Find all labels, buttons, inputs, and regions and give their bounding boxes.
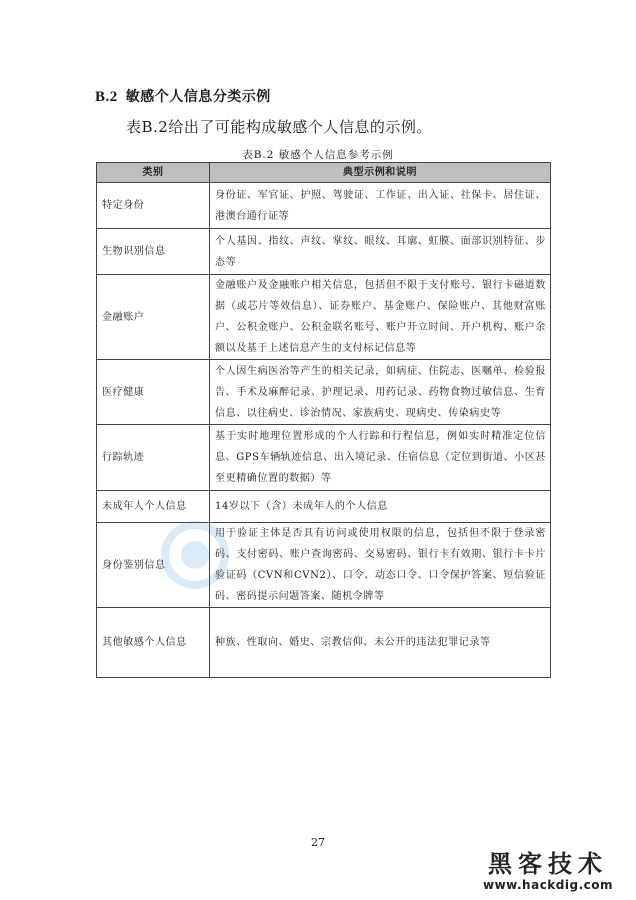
row-category: 金融账户 — [97, 275, 210, 360]
row-category: 未成年人个人信息 — [97, 491, 210, 523]
row-category: 医疗健康 — [97, 360, 210, 425]
row-description: 用于验证主体是否具有访问或使用权限的信息，包括但不限于登录密码、支付密码、账户查询密码、交易密码、银行卡有效期、银行卡卡片验证码（CVN和CVN2）、口令、动态口令、口令保护答案、短信验证码、密码提示问题答案、随机令牌等 — [210, 523, 551, 608]
intro-paragraph: 表B.2给出了可能构成敏感个人信息的示例。 — [126, 118, 432, 136]
row-description: 基于实时地理位置形成的个人行踪和行程信息，例如实时精准定位信息、GPS车辆轨迹信息、出入境记录、住宿信息（定位到街道、小区甚至更精确位置的数据）等 — [210, 425, 551, 491]
row-description: 金融账户及金融账户相关信息，包括但不限于支付账号、银行卡磁道数据（或芯片等效信息）、证券账户、基金账户、保险账户、其他财富账户、公积金账户、公积金联名账号、账户开立时间、开户机构、账户余额以及基于上述信息产生的支付标记信息等 — [210, 275, 551, 360]
table-row — [97, 425, 551, 491]
table-caption — [0, 147, 636, 162]
page-number: 27 — [311, 836, 325, 849]
row-category: 行踪轨迹 — [97, 425, 210, 491]
table-row — [97, 360, 551, 425]
header-category: 类别 — [97, 163, 210, 183]
table-row — [97, 491, 551, 523]
section-title: 敏感个人信息分类示例 — [125, 89, 271, 105]
brand-name: 黑客技术 — [488, 850, 608, 878]
table-header-row — [97, 163, 551, 183]
brand-watermark — [468, 850, 628, 892]
sensitive-info-table — [96, 162, 551, 678]
row-description: 身份证、军官证、护照、驾驶证、工作证、出入证、社保卡、居住证、港澳台通行证等 — [210, 183, 551, 229]
section-number: B.2 — [95, 89, 118, 105]
row-description: 个人基因、指纹、声纹、掌纹、眼纹、耳廓、虹膜、面部识别特征、步态等 — [210, 229, 551, 275]
row-category: 特定身份 — [97, 183, 210, 229]
table-row — [97, 229, 551, 275]
row-description: 种族、性取向、婚史、宗教信仰、未公开的违法犯罪记录等 — [210, 608, 551, 678]
table-row — [97, 183, 551, 229]
row-category: 身份鉴别信息 — [97, 523, 210, 608]
row-category: 其他敏感个人信息 — [97, 608, 210, 678]
table-row — [97, 275, 551, 360]
row-description: 14岁以下（含）未成年人的个人信息 — [210, 491, 551, 523]
table-row — [97, 608, 551, 678]
section-heading — [95, 86, 271, 106]
row-description: 个人因生病医治等产生的相关记录，如病症、住院志、医嘱单、检验报告、手术及麻醉记录、护理记录、用药记录、药物食物过敏信息、生育信息、以往病史、诊治情况、家族病史、现病史、传染病史等 — [210, 360, 551, 425]
row-category: 生物识别信息 — [97, 229, 210, 275]
watermark-logo-icon — [160, 520, 230, 590]
header-description: 典型示例和说明 — [210, 163, 551, 183]
brand-url: www.hackdig.com — [483, 878, 613, 892]
table-caption-text: 表B.2 敏感个人信息参考示例 — [242, 149, 394, 161]
